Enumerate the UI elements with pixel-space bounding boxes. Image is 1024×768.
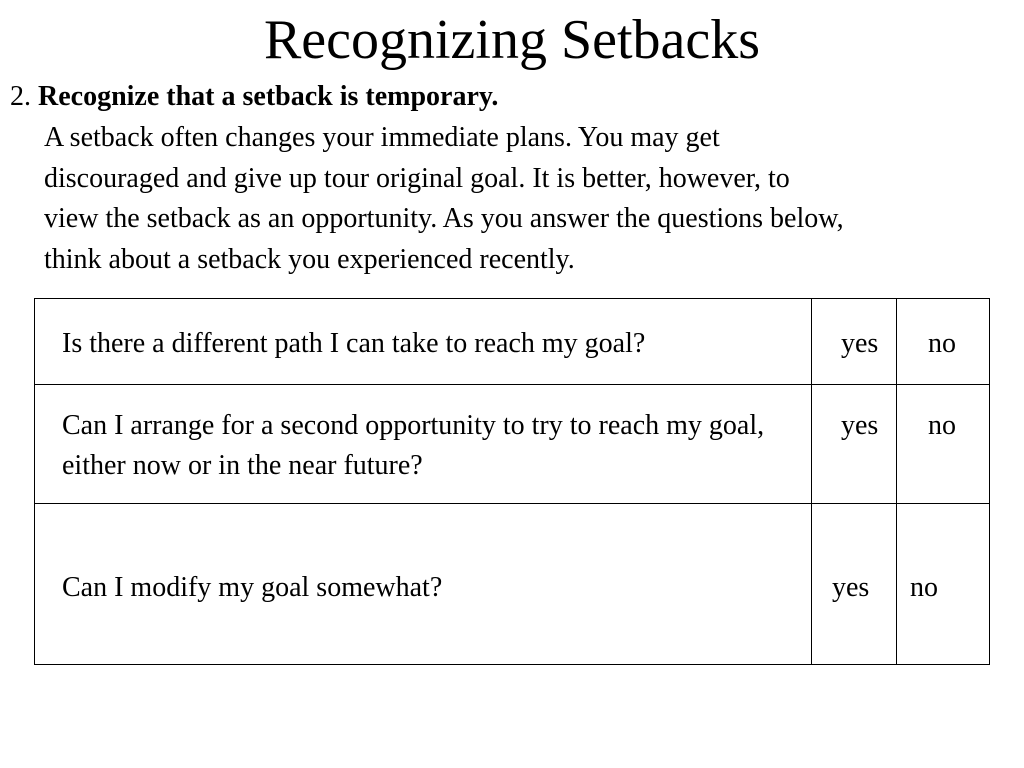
body-line: think about a setback you experienced recently.: [44, 244, 575, 276]
no-option[interactable]: no: [910, 572, 938, 603]
body-line: view the setback as an opportunity. As you answer the questions below,: [44, 203, 844, 235]
body-line: A setback often changes your immediate plans. You may get: [44, 122, 720, 153]
no-option[interactable]: no: [928, 410, 956, 441]
point-heading: [10, 79, 498, 115]
point-heading-text: Recognize that a setback is temporary.: [38, 81, 499, 112]
table-row: [35, 299, 989, 384]
question-text: Is there a different path I can take to reach my goal?: [62, 328, 646, 359]
question-table: [34, 298, 990, 665]
no-option[interactable]: no: [928, 328, 956, 359]
yes-option[interactable]: yes: [832, 572, 870, 603]
point-body: [44, 118, 1024, 281]
question-text: Can I arrange for a second opportunity to try to reach my goal, either now or in the near future?: [62, 410, 765, 481]
point-number: 2.: [10, 81, 31, 112]
body-line: discouraged and give up tour original goal. It is better, however, to: [44, 162, 790, 194]
question-text: Can I modify my goal somewhat?: [62, 572, 443, 603]
yes-option[interactable]: yes: [841, 328, 879, 359]
yes-option[interactable]: yes: [841, 410, 879, 441]
slide-title: Recognizing Setbacks: [263, 9, 761, 71]
table-row: [35, 385, 989, 503]
table-row: [35, 504, 989, 664]
